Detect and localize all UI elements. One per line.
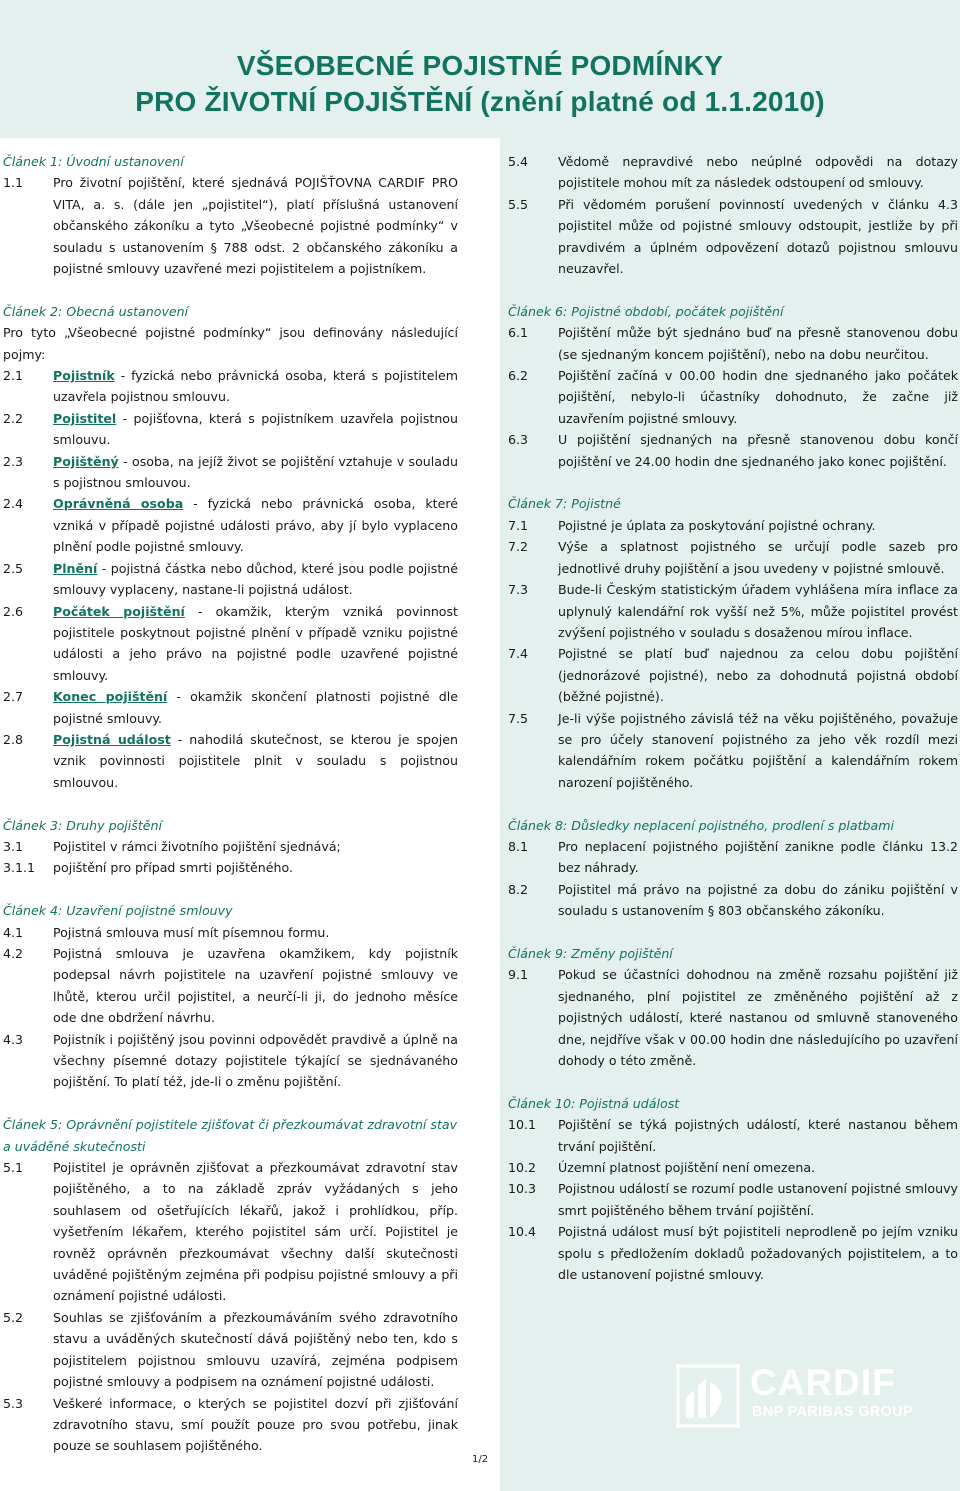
article-8 xyxy=(508,815,958,922)
article-heading: Článek 6: Pojistné období, počátek pojištění xyxy=(508,303,784,319)
definition-body: - okamžik skončení platnosti pojistné dle pojistné smlouvy. xyxy=(53,689,458,726)
clause-number: 8.1 xyxy=(508,838,529,854)
article-intro: Pro tyto „Všeobecné pojistné podmínky“ jsou definovány následující pojmy: xyxy=(3,325,458,362)
document-title xyxy=(0,48,960,120)
clause xyxy=(508,1114,958,1157)
clause-number: 2.6 xyxy=(3,603,24,619)
clause xyxy=(3,857,458,878)
definition-text xyxy=(53,729,458,793)
clause-number: 7.4 xyxy=(508,646,529,662)
article-heading: Článek 4: Uzavření pojistné smlouvy xyxy=(3,903,233,919)
article-heading: Článek 8: Důsledky neplacení pojistného, prodlení s platbami xyxy=(508,817,895,833)
clause-text: Pojistná smlouva musí mít písemnou formu. xyxy=(53,924,330,940)
defined-term: Pojistná událost xyxy=(53,731,171,747)
clause-text: Veškeré informace, o kterých se pojistitel dozví při zjišťování zdravotního stavu, smí použít pouze pro svou potřebu, jinak pouze se souhlasem pojištěného. xyxy=(53,1395,458,1454)
clause xyxy=(508,1157,958,1178)
defined-term: Oprávněná osoba xyxy=(53,496,184,512)
definition-body: - fyzická nebo právnická osoba, která s pojistitelem uzavřela pojistnou smlouvu. xyxy=(53,368,458,405)
clause xyxy=(508,836,958,879)
clause xyxy=(508,708,958,794)
definition xyxy=(3,686,458,729)
article-heading: Článek 3: Druhy pojištění xyxy=(3,817,163,833)
clause-number: 5.3 xyxy=(3,1395,24,1411)
definition-body: - nahodilá skutečnost, se kterou je spojen vznik povinnosti pojistitele plnit v souladu s pojistnou smlouvou. xyxy=(53,731,458,790)
definition-text xyxy=(53,686,458,729)
article-heading: Článek 10: Pojistná událost xyxy=(508,1095,680,1111)
clause-number: 2.1 xyxy=(3,368,24,384)
clause-text: Při vědomém porušení povinností uvedených v článku 4.3 pojistitel může od pojistné smlouvy odstoupit, jestliže by při pravdivém a úplném odpovězení dotazů pojistnou smlouvu neuzavřel. xyxy=(558,196,958,277)
clause xyxy=(508,643,958,707)
article-3 xyxy=(3,815,458,879)
clause-text: Bude-li Českým statistickým úřadem vyhlášena míra inflace za uplynulý kalendářní rok vyšší než 5%, může pojistitel provést zvýšení pojistného v souladu s dosaženou mírou inflace. xyxy=(558,582,958,640)
right-column xyxy=(508,151,958,1307)
defined-term: Konec pojištění xyxy=(53,689,168,705)
clause-number: 4.2 xyxy=(3,945,24,961)
defined-term: Pojistník xyxy=(53,368,115,384)
article-2 xyxy=(3,301,458,793)
clause-number: 2.4 xyxy=(3,496,24,512)
clause-number: 5.4 xyxy=(508,154,529,169)
clause xyxy=(508,151,958,194)
clause-number: 3.1 xyxy=(3,838,24,854)
definition xyxy=(3,493,458,557)
definition xyxy=(3,365,458,408)
article-4 xyxy=(3,900,458,1093)
clause-number: 7.1 xyxy=(508,517,529,533)
clause xyxy=(508,365,958,429)
clause-number: 7.2 xyxy=(508,539,529,555)
definition-body: - osoba, na jejíž život se pojištění vztahuje v souladu s pojistnou smlouvou. xyxy=(53,453,458,491)
definition-text xyxy=(53,493,458,557)
clause xyxy=(3,836,458,857)
clause xyxy=(3,922,458,943)
clause xyxy=(508,879,958,922)
clause-text: Pojistná smlouva je uzavřena okamžikem, kdy pojistník podepsal návrh pojistitele na uzavření pojistné smlouvy ve lhůtě, kterou určil pojistitel, a neurčí-li ji, do jednoho měsíce ode dne obdržení návrhu. xyxy=(53,945,458,1026)
clause xyxy=(508,515,958,536)
article-heading: Článek 5: Oprávnění pojistitele zjišťovat či přezkoumávat zdravotní stav a uváděné skutečnosti xyxy=(3,1117,458,1154)
clause-text: Pojištění může být sjednáno buď na přesně stanovenou dobu (se sjednaným koncem pojištění), nebo na dobu neurčitou. xyxy=(558,325,958,362)
clause-number: 2.7 xyxy=(3,689,24,705)
clause-text: Pokud se účastníci dohodnou na změně rozsahu pojištění již sjednaného, plní pojistitel ze změněného pojištění až z pojistných událostí, které nastanou od smluvně stanoveného dne, nejdříve však v 00.00 hodin dne následujícího po uzavření dohody o této změně. xyxy=(558,967,958,1068)
clause-number: 10.4 xyxy=(508,1224,537,1240)
clause-number: 8.2 xyxy=(508,881,529,897)
clause-text: Pojistitel je oprávněn zjišťovat a přezkoumávat zdravotní stav pojištěného, a to na základě zpráv vyžádaných s jeho souhlasem od ošetřujících lékařů, jakož i prohlídkou, příp. vyšetřením lékařem, kterého pojistitel sám určí. Pojistitel je rovněž oprávněn přezkoumávat všechny další skutečnosti uváděné pojištěným zejména při podpisu pojistné smlouvy a při oznámení pojistné události. xyxy=(53,1160,458,1304)
clause-text: Pojistnou událostí se rozumí podle ustanovení pojistné smlouvy smrt pojištěného během trvání pojištění. xyxy=(558,1181,958,1218)
clause-number: 10.1 xyxy=(508,1117,537,1133)
clause-number: 4.3 xyxy=(3,1031,24,1047)
clause-number: 2.2 xyxy=(3,410,24,426)
clause xyxy=(508,536,958,579)
clause xyxy=(508,194,958,280)
defined-term: Počátek pojištění xyxy=(53,603,185,619)
clause-number: 6.2 xyxy=(508,368,529,384)
clause-text: Pojistné se platí buď najednou za celou dobu pojištění (jednorázové pojistné), nebo za dohodnutá pojistná období (běžné pojistné). xyxy=(558,646,958,705)
clause-number: 2.5 xyxy=(3,560,24,576)
clause-text: Pojistná událost musí být pojistiteli neprodleně po jejím vzniku spolu s předložením dokladů požadovaných pojistitelem, a to dle ustanovení pojistné smlouvy. xyxy=(558,1224,958,1283)
article-9 xyxy=(508,943,958,1071)
clause-number: 7.3 xyxy=(508,582,529,598)
article-6 xyxy=(508,301,958,472)
clause-number: 6.3 xyxy=(508,432,529,448)
title-line-2: PRO ŽIVOTNÍ POJIŠTĚNÍ (znění platné od 1.1.2010) xyxy=(135,86,825,117)
cardif-logo xyxy=(676,1362,951,1432)
logo-subtitle: BNP PARIBAS GROUP xyxy=(752,1404,913,1420)
clause-text: Pro životní pojištění, které sjednává POJIŠŤOVNA CARDIF PRO VITA, a. s. (dále jen „pojistitel“), platí příslušná ustanovení občanského zákoníku a tyto „Všeobecné pojistné podmínky“ v souladu s ustanovením § 788 odst. 2 občanského zákoníku a pojistné smlouvy uzavřené mezi pojistitelem a pojistníkem. xyxy=(53,175,458,277)
article-heading: Článek 7: Pojistné xyxy=(508,496,621,512)
logo-name: CARDIF xyxy=(750,1362,896,1403)
clause-text: Územní platnost pojištění není omezena. xyxy=(558,1160,816,1176)
cardif-emblem-icon xyxy=(676,1364,740,1428)
clause-text: Pojištění se týká pojistných událostí, které nastanou během trvání pojištění. xyxy=(558,1117,958,1154)
clause-number: 1.1 xyxy=(3,175,24,191)
clause-text: Pojištění začíná v 00.00 hodin dne sjednaného jako počátek pojištění, nebylo-li účastníky dohodnuto, že začne již uzavřením pojistné smlouvy. xyxy=(558,368,958,426)
title-line-1: VŠEOBECNÉ POJISTNÉ PODMÍNKY xyxy=(236,50,724,81)
clause-text: Vědomě nepravdivé nebo neúplné odpovědi na dotazy pojistitele mohou mít za následek odstoupení od smlouvy. xyxy=(558,154,958,191)
definition xyxy=(3,451,458,494)
definition-body: - pojišťovna, která s pojistníkem uzavřela pojistnou smlouvu. xyxy=(53,410,458,448)
clause xyxy=(508,1221,958,1285)
article-10 xyxy=(508,1093,958,1286)
clause-text: Pojistník i pojištěný jsou povinni odpovědět pravdivě a úplně na všechny písemné dotazy pojistitele týkající se sjednávaného pojištění. To platí též, jde-li o změnu pojištění. xyxy=(53,1031,458,1090)
clause xyxy=(508,579,958,643)
clause-text: pojištění pro případ smrti pojištěného. xyxy=(53,860,294,876)
definition xyxy=(3,558,458,601)
clause-text: Souhlas se zjišťováním a přezkoumáváním svého zdravotního stavu a uváděných skutečností dává pojištěný nebo ten, kdo s pojistitelem pojistnou smlouvu uzavírá, zejména podpisem pojistné smlouvy a podpisem na oznámení pojistné události. xyxy=(53,1309,458,1390)
clause-text: Pojistné je úplata za poskytování pojistné ochrany. xyxy=(558,517,876,533)
definition xyxy=(3,408,458,451)
definition-body: - fyzická nebo právnická osoba, které vzniká v případě pojistné události právo, aby jí bylo vyplaceno plnění podle pojistné smlouvy. xyxy=(53,496,458,555)
clause-number: 2.8 xyxy=(3,731,24,747)
defined-term: Plnění xyxy=(53,560,98,576)
clause xyxy=(508,429,958,472)
definition-body: - okamžik, kterým vzniká povinnost pojistitele poskytnout pojistné plnění v případě vzniku pojistné události a jeho právo na pojistné podle uzavřené pojistné smlouvy. xyxy=(53,603,458,683)
clause-number: 7.5 xyxy=(508,710,529,726)
defined-term: Pojištěný xyxy=(53,453,119,469)
clause-number: 4.1 xyxy=(3,924,24,940)
article-heading: Článek 2: Obecná ustanovení xyxy=(3,303,189,319)
clause-text: Výše a splatnost pojistného se určují podle sazeb pro jednotlivé druhy pojištění a jsou uvedeny v pojistné smlouvě. xyxy=(558,539,958,576)
clause xyxy=(3,1307,458,1393)
article-heading: Článek 1: Úvodní ustanovení xyxy=(3,154,184,169)
article-5 xyxy=(3,1114,458,1457)
article-heading: Článek 9: Změny pojištění xyxy=(508,945,673,961)
clause-number: 2.3 xyxy=(3,453,24,469)
clause-number: 5.5 xyxy=(508,196,529,212)
page-number: 1/2 xyxy=(472,1454,489,1465)
definition-body: - pojistná částka nebo důchod, které jsou podle pojistné smlouvy vyplaceny, nastane-li pojistná událost. xyxy=(53,560,458,598)
clause xyxy=(508,1178,958,1221)
clause-text: U pojištění sjednaných na přesně stanovenou dobu končí pojištění ve 24.00 hodin dne sjednaného jako konec pojištění. xyxy=(558,432,958,469)
clause-number: 10.2 xyxy=(508,1160,537,1176)
clause xyxy=(3,1393,458,1457)
clause xyxy=(3,943,458,1029)
article-7 xyxy=(508,493,958,793)
clause-text: Pro neplacení pojistného pojištění zanikne podle článku 13.2 bez náhrady. xyxy=(558,838,958,876)
clause-number: 10.3 xyxy=(508,1181,537,1197)
definition xyxy=(3,729,458,793)
definition xyxy=(3,601,458,687)
clause-number: 5.2 xyxy=(3,1309,24,1325)
definition-text xyxy=(53,365,458,408)
clause-text: Pojistitel v rámci životního pojištění sjednává; xyxy=(53,838,341,854)
definition-text xyxy=(53,408,458,451)
clause xyxy=(508,322,958,365)
clause-number: 6.1 xyxy=(508,325,529,341)
clause xyxy=(3,1157,458,1307)
clause-number: 5.1 xyxy=(3,1160,24,1176)
definition-text xyxy=(53,451,458,494)
definition-text xyxy=(53,601,458,687)
definition-text xyxy=(53,558,458,601)
clause xyxy=(3,1029,458,1093)
defined-term: Pojistitel xyxy=(53,410,117,426)
clause-text: Je-li výše pojistného závislá též na věku pojištěného, považuje se pro účely stanovení pojistného za jeho věk rozdíl mezi kalendářním rokem počátku pojištění a kalendářním rokem narození pojištěného. xyxy=(558,710,958,790)
article-5-continued xyxy=(508,151,958,279)
article-1 xyxy=(3,151,458,279)
left-column xyxy=(3,151,458,1478)
clause-number: 9.1 xyxy=(508,967,529,983)
clause xyxy=(3,172,458,279)
clause xyxy=(508,964,958,1071)
clause-number: 3.1.1 xyxy=(3,860,36,876)
clause-text: Pojistitel má právo na pojistné za dobu do zániku pojištění v souladu s ustanovením § 803 občanského zákoníku. xyxy=(558,881,958,919)
